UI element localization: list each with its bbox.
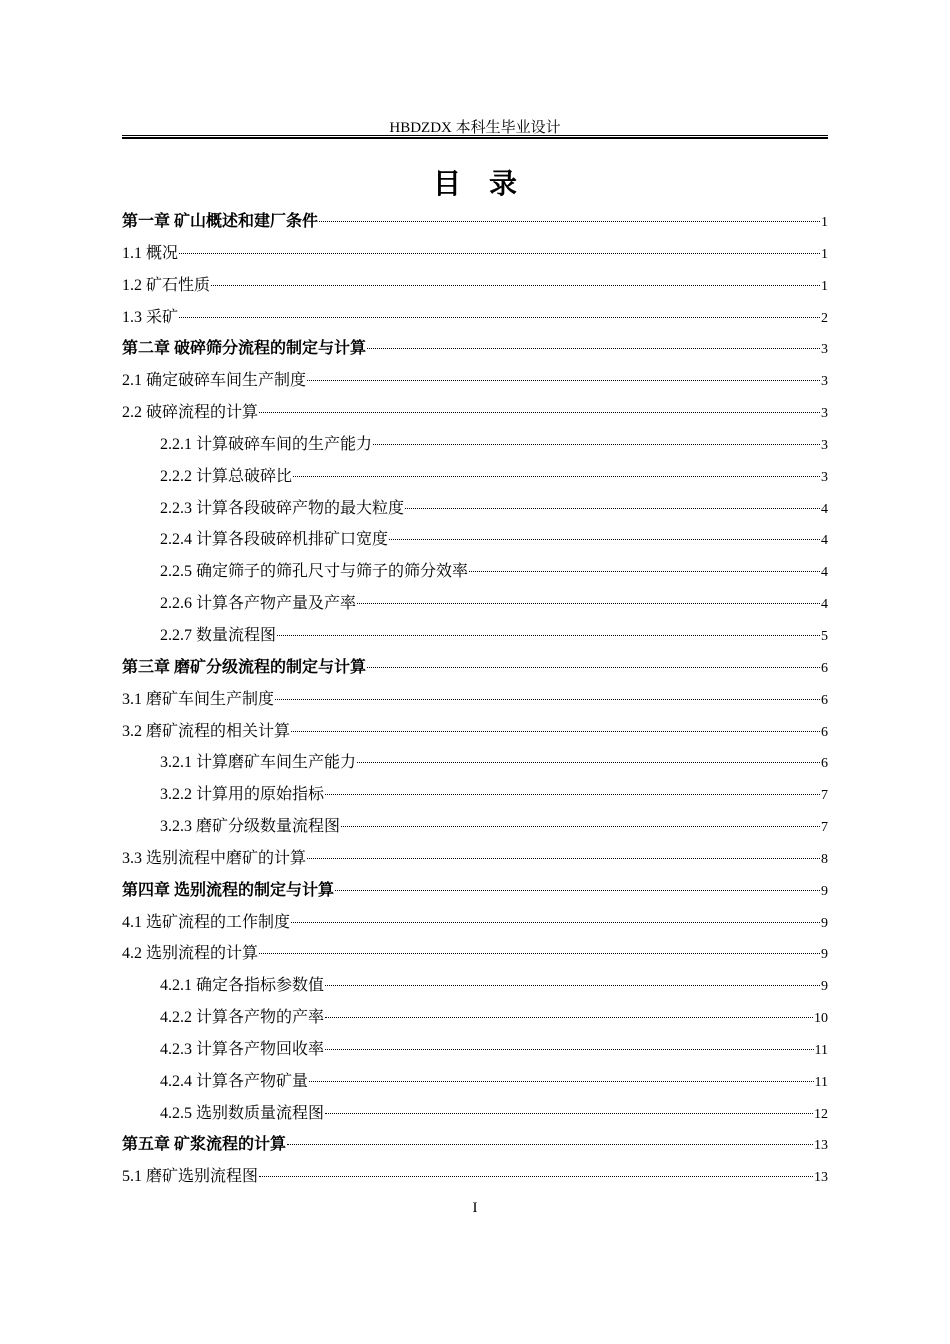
toc-entry[interactable] xyxy=(122,811,828,843)
toc-entry-text: 第五章 矿浆流程的计算 xyxy=(122,1136,287,1154)
toc-entry[interactable] xyxy=(122,1034,828,1066)
toc-dot-leader xyxy=(179,253,820,254)
toc-entry-page: 3 xyxy=(821,437,828,453)
toc-entry[interactable] xyxy=(122,397,828,429)
toc-dot-leader xyxy=(357,603,820,604)
toc-dot-leader xyxy=(293,476,820,477)
toc-entry-page: 9 xyxy=(821,883,828,899)
toc-entry-page: 4 xyxy=(821,533,828,549)
toc-entry[interactable] xyxy=(122,270,828,302)
toc-entry[interactable] xyxy=(122,684,828,716)
toc-entry-text: 4.2.3 计算各产物回收率 xyxy=(160,1040,325,1058)
toc-entry[interactable] xyxy=(122,938,828,970)
toc-dot-leader xyxy=(373,444,820,445)
toc-entry-text: 3.2.2 计算用的原始指标 xyxy=(160,786,325,804)
page-header: HBDZDX 本科生毕业设计 xyxy=(389,120,561,136)
toc-dot-leader xyxy=(179,317,820,318)
toc-dot-leader xyxy=(211,285,820,286)
toc-entry[interactable] xyxy=(122,779,828,811)
toc-entry-page: 6 xyxy=(821,756,828,772)
toc-dot-leader xyxy=(367,667,820,668)
toc-entry-page: 1 xyxy=(821,278,828,294)
toc-entry[interactable] xyxy=(122,970,828,1002)
toc-entry[interactable] xyxy=(122,1129,828,1161)
toc-entry-page: 9 xyxy=(821,915,828,931)
toc-dot-leader xyxy=(307,858,820,859)
toc-entry-text: 3.1 磨矿车间生产制度 xyxy=(122,690,275,708)
toc-dot-leader xyxy=(259,412,820,413)
page-number: I xyxy=(472,1200,478,1216)
toc-entry[interactable] xyxy=(122,461,828,493)
toc-entry-text: 5.1 磨矿选别流程图 xyxy=(122,1168,259,1186)
toc-entry[interactable] xyxy=(122,333,828,365)
header-rule-thin xyxy=(122,135,828,136)
toc-entry-text: 3.2 磨矿流程的相关计算 xyxy=(122,722,291,740)
toc-entry[interactable] xyxy=(122,524,828,556)
toc-entry-text: 2.2.7 数量流程图 xyxy=(160,626,277,644)
toc-dot-leader xyxy=(325,985,820,986)
toc-dot-leader xyxy=(325,1017,813,1018)
toc-entry-text: 2.1 确定破碎车间生产制度 xyxy=(122,372,307,390)
toc-entry-page: 7 xyxy=(821,820,828,836)
toc-entry-page: 6 xyxy=(821,692,828,708)
toc-entry-text: 第二章 破碎筛分流程的制定与计算 xyxy=(122,340,367,358)
toc-entry[interactable] xyxy=(122,747,828,779)
toc-entry-text: 3.2.1 计算磨矿车间生产能力 xyxy=(160,754,357,772)
toc-dot-leader xyxy=(405,508,820,509)
toc-dot-leader xyxy=(325,1113,813,1114)
toc-dot-leader xyxy=(275,699,820,700)
toc-entry[interactable] xyxy=(122,493,828,525)
toc-dot-leader xyxy=(357,762,820,763)
toc-entry[interactable] xyxy=(122,875,828,907)
toc-title: 目录 xyxy=(432,167,545,200)
toc-dot-leader xyxy=(341,826,820,827)
toc-entry-page: 6 xyxy=(821,724,828,740)
toc-entry-text: 1.1 概况 xyxy=(122,244,179,262)
toc-entry-page: 4 xyxy=(821,501,828,517)
toc-entry[interactable] xyxy=(122,620,828,652)
toc-entry-page: 5 xyxy=(821,628,828,644)
toc-dot-leader xyxy=(367,348,820,349)
toc-dot-leader xyxy=(325,1049,814,1050)
toc-dot-leader xyxy=(259,1176,813,1177)
toc-entry-page: 11 xyxy=(814,1042,828,1058)
toc-dot-leader xyxy=(325,794,820,795)
toc-entry-text: 2.2.5 确定筛子的筛孔尺寸与筛子的筛分效率 xyxy=(160,563,469,581)
toc-entry[interactable] xyxy=(122,429,828,461)
toc-entry[interactable] xyxy=(122,843,828,875)
toc-entry-page: 13 xyxy=(814,1138,828,1154)
toc-entry-text: 2.2.1 计算破碎车间的生产能力 xyxy=(160,435,373,453)
toc-entry-text: 2.2.4 计算各段破碎机排矿口宽度 xyxy=(160,531,389,549)
toc-entry-page: 13 xyxy=(814,1170,828,1186)
toc-entry-text: 4.2.2 计算各产物的产率 xyxy=(160,1009,325,1027)
toc-entry-text: 4.2.4 计算各产物矿量 xyxy=(160,1072,309,1090)
toc-entry-text: 4.1 选矿流程的工作制度 xyxy=(122,913,291,931)
toc-entry-page: 4 xyxy=(821,565,828,581)
toc-entry-text: 第四章 选别流程的制定与计算 xyxy=(122,881,335,899)
toc-entry-page: 9 xyxy=(821,979,828,995)
toc-dot-leader xyxy=(291,731,820,732)
toc-entry-page: 3 xyxy=(821,406,828,422)
toc-entry[interactable] xyxy=(122,907,828,939)
toc-entry-text: 4.2.5 选别数质量流程图 xyxy=(160,1104,325,1122)
toc-dot-leader xyxy=(319,221,820,222)
toc-dot-leader xyxy=(259,953,820,954)
toc-entry-text: 1.2 矿石性质 xyxy=(122,276,211,294)
toc-entry-page: 12 xyxy=(814,1106,828,1122)
toc-entry[interactable] xyxy=(122,206,828,238)
toc-entry-page: 6 xyxy=(821,660,828,676)
toc-dot-leader xyxy=(307,380,820,381)
toc-entry[interactable] xyxy=(122,302,828,334)
toc-entry-page: 2 xyxy=(821,310,828,326)
toc-entry[interactable] xyxy=(122,365,828,397)
toc-entry[interactable] xyxy=(122,1098,828,1130)
toc-entry[interactable] xyxy=(122,238,828,270)
toc-dot-leader xyxy=(287,1144,813,1145)
toc-entry-text: 2.2 破碎流程的计算 xyxy=(122,404,259,422)
toc-dot-leader xyxy=(291,922,820,923)
toc-entry-page: 10 xyxy=(814,1011,828,1027)
toc-entry-text: 4.2 选别流程的计算 xyxy=(122,945,259,963)
toc-entry-text: 第三章 磨矿分级流程的制定与计算 xyxy=(122,658,367,676)
toc-entry-text: 3.2.3 磨矿分级数量流程图 xyxy=(160,818,341,836)
toc-entry-page: 8 xyxy=(821,851,828,867)
toc-entry-text: 2.2.3 计算各段破碎产物的最大粒度 xyxy=(160,499,405,517)
toc-entry-page: 4 xyxy=(821,597,828,613)
toc-dot-leader xyxy=(277,635,820,636)
table-of-contents xyxy=(122,206,828,1193)
toc-entry-text: 2.2.2 计算总破碎比 xyxy=(160,467,293,485)
toc-entry-page: 3 xyxy=(821,342,828,358)
toc-entry-text: 第一章 矿山概述和建厂条件 xyxy=(122,213,319,230)
toc-entry[interactable] xyxy=(122,1161,828,1193)
toc-entry[interactable] xyxy=(122,1002,828,1034)
toc-entry[interactable] xyxy=(122,1066,828,1098)
toc-entry-page: 3 xyxy=(821,469,828,485)
toc-entry-text: 2.2.6 计算各产物产量及产率 xyxy=(160,595,357,613)
toc-dot-leader xyxy=(335,890,820,891)
toc-entry-page: 3 xyxy=(821,374,828,390)
toc-entry[interactable] xyxy=(122,652,828,684)
toc-entry[interactable] xyxy=(122,556,828,588)
toc-entry[interactable] xyxy=(122,716,828,748)
toc-dot-leader xyxy=(389,539,820,540)
toc-entry-page: 11 xyxy=(814,1074,828,1090)
toc-entry-text: 3.3 选别流程中磨矿的计算 xyxy=(122,849,307,867)
header-rule-thick xyxy=(122,137,828,139)
toc-entry[interactable] xyxy=(122,588,828,620)
toc-dot-leader xyxy=(309,1081,814,1082)
toc-entry-page: 1 xyxy=(821,246,828,262)
toc-dot-leader xyxy=(469,571,820,572)
toc-entry-page: 7 xyxy=(821,788,828,804)
toc-entry-text: 4.2.1 确定各指标参数值 xyxy=(160,977,325,995)
toc-entry-page: 9 xyxy=(821,947,828,963)
toc-entry-text: 1.3 采矿 xyxy=(122,308,179,326)
toc-entry-page: 1 xyxy=(821,215,828,230)
